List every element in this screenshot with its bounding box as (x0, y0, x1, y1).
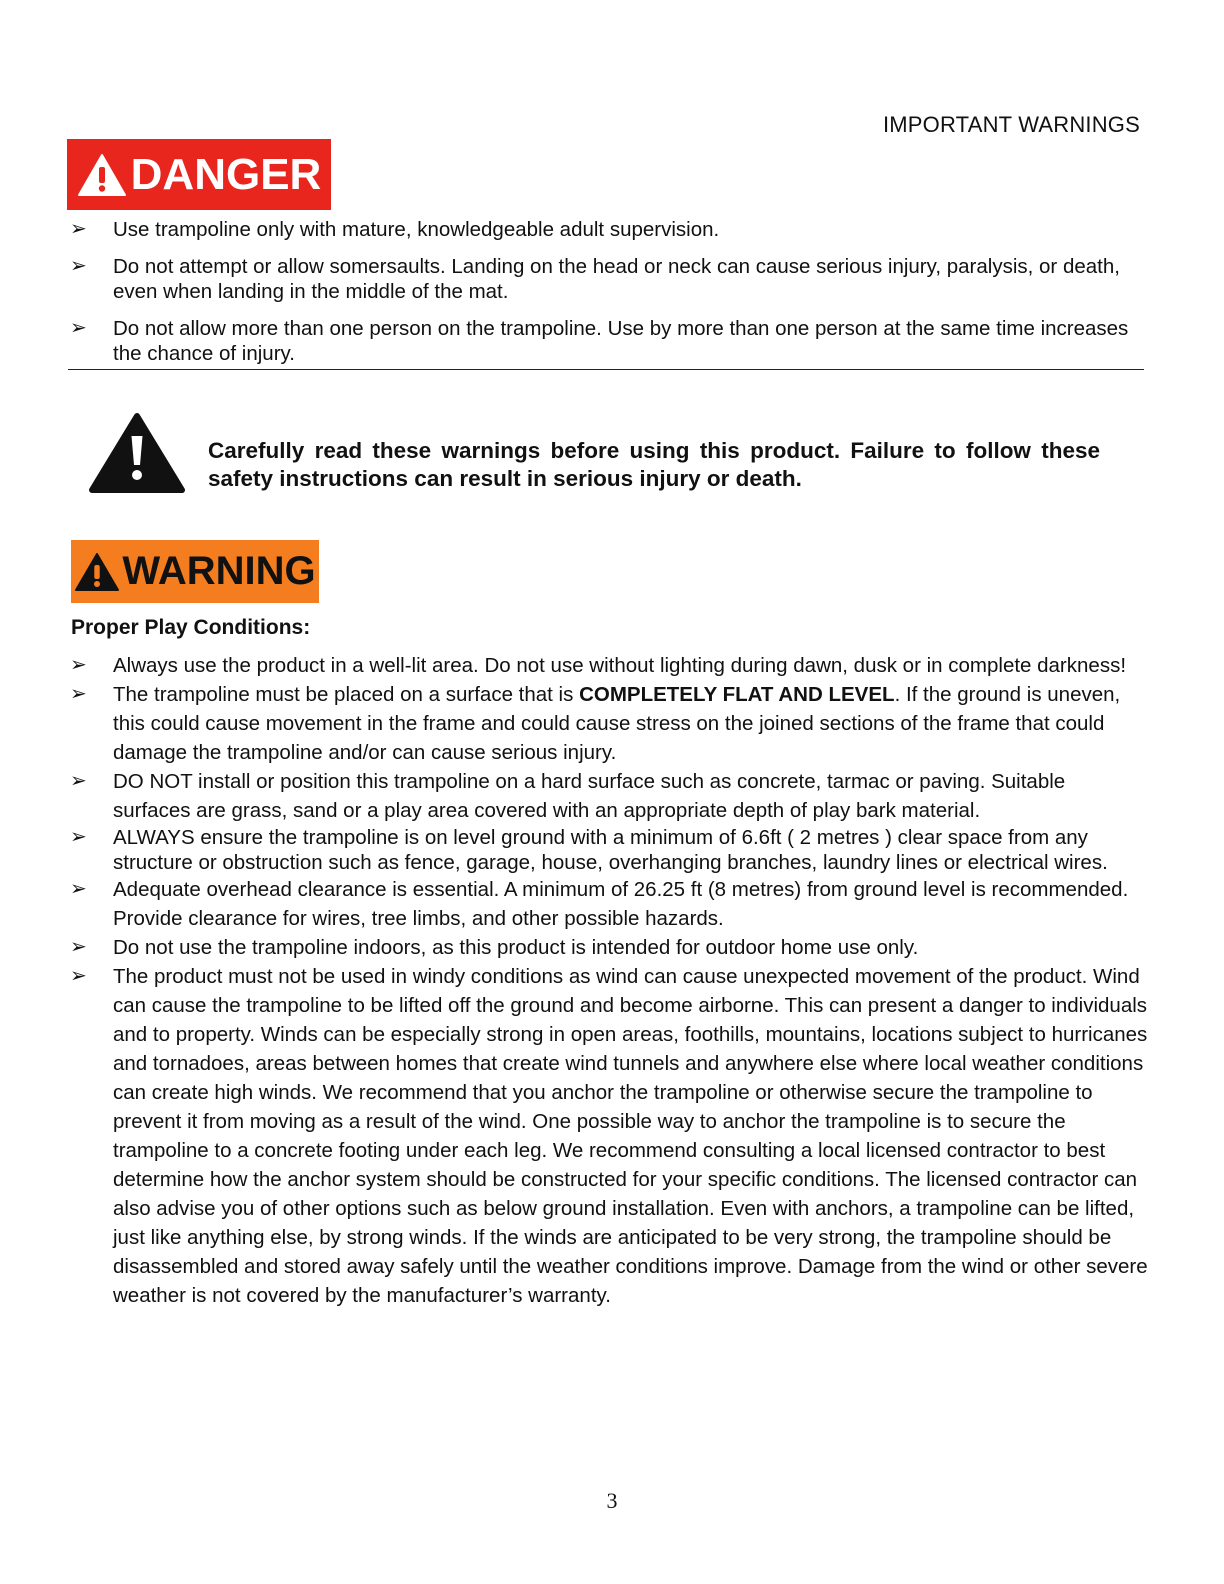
arrow-bullet-icon: ➢ (70, 878, 87, 900)
arrow-bullet-icon: ➢ (70, 317, 87, 339)
list-item-text: The trampoline must be placed on a surface that is (113, 683, 580, 706)
warning-label-text: WARNING (122, 549, 316, 593)
list-item (70, 825, 1148, 875)
list-item (70, 767, 1148, 825)
list-item (70, 651, 1148, 680)
arrow-bullet-icon: ➢ (70, 255, 87, 277)
list-item (70, 875, 1148, 933)
danger-label-text: DANGER (130, 149, 322, 199)
arrow-bullet-icon: ➢ (70, 218, 87, 240)
list-item-text: DO NOT install or position this trampoline on a hard surface such as concrete, tarmac or paving. Suitable surfaces are grass, sand or a play area covered with an appropriate depth of play bark material. (113, 770, 1066, 822)
emphasis-text: COMPLETELY FLAT AND LEVEL (579, 683, 895, 706)
section-heading: Proper Play Conditions: (71, 616, 311, 639)
list-item-text: Adequate overhead clearance is essential. A minimum of 26.25 ft (8 metres) from ground level is recommended. Provide clearance for wires, tree limbs, and other possible hazards. (113, 878, 1129, 930)
list-item-text: Do not allow more than one person on the trampoline. Use by more than one person at the same time increases the chance of injury. (113, 317, 1129, 365)
alert-triangle-icon (77, 153, 127, 197)
section-divider (68, 369, 1144, 370)
list-item (70, 217, 1148, 242)
list-item (70, 962, 1148, 1310)
arrow-bullet-icon: ➢ (70, 826, 87, 848)
caution-statement: Carefully read these warnings before using this product. Failure to follow these safety instructions can result in serious injury or death. (208, 438, 1100, 491)
list-item (70, 933, 1148, 962)
page-header-title: IMPORTANT WARNINGS (882, 112, 1140, 137)
arrow-bullet-icon: ➢ (70, 654, 87, 676)
warning-label (71, 540, 319, 603)
alert-triangle-icon (74, 552, 120, 592)
list-item (70, 254, 1148, 304)
list-item-text: ALWAYS ensure the trampoline is on level ground with a minimum of 6.6ft ( 2 metres ) clear space from any structure or obstruction such as fence, garage, house, overhanging branches, laundry lines or electrical wires. (113, 826, 1108, 874)
conditions-list (70, 651, 1148, 1310)
danger-list (70, 217, 1148, 378)
danger-label (67, 139, 331, 210)
list-item (70, 680, 1148, 767)
arrow-bullet-icon: ➢ (70, 936, 87, 958)
list-item-text: The product must not be used in windy conditions as wind can cause unexpected movement of the product. Wind can cause the trampoline to be lifted off the ground and become airborne. This can present a danger to individuals and to property. Winds can be especially strong in open areas, foothills, mountains, locations subject to hurricanes and tornadoes, areas between homes that create wind tunnels and anywhere else where local weather conditions can create high winds. We recommend that you anchor the trampoline or otherwise secure the trampoline to prevent it from moving as a result of the wind. One possible way to anchor the trampoline is to secure the trampoline to a concrete footing under each leg. We recommend consulting a local licensed contractor to best determine how the anchor system should be constructed for your specific conditions. The licensed contractor can also advise you of other options such as below ground installation. Even with anchors, a trampoline can be lifted, just like anything else, by strong winds. If the winds are anticipated to be very strong, the trampoline should be disassembled and stored away safely until the weather conditions improve. Damage from the wind or other severe weather is not covered by the manufacturer’s warranty. (113, 965, 1148, 1307)
list-item-text: Do not use the trampoline indoors, as this product is intended for outdoor home use only. (113, 936, 919, 959)
arrow-bullet-icon: ➢ (70, 683, 87, 705)
arrow-bullet-icon: ➢ (70, 965, 87, 987)
caution-triangle-icon (88, 412, 186, 494)
page-number: 3 (606, 1488, 618, 1513)
arrow-bullet-icon: ➢ (70, 770, 87, 792)
list-item-text: Always use the product in a well-lit area. Do not use without lighting during dawn, dusk or in complete darkness! (113, 654, 1127, 677)
list-item-text: Do not attempt or allow somersaults. Landing on the head or neck can cause serious injury, paralysis, or death, even when landing in the middle of the mat. (113, 255, 1120, 303)
list-item-text: Use trampoline only with mature, knowledgeable adult supervision. (113, 218, 720, 241)
list-item-text: . If the ground is uneven, this could cause movement in the frame and could cause stress on the joined sections of the frame that could damage the trampoline and/or can cause serious injury. (113, 683, 1121, 764)
list-item (70, 316, 1148, 366)
